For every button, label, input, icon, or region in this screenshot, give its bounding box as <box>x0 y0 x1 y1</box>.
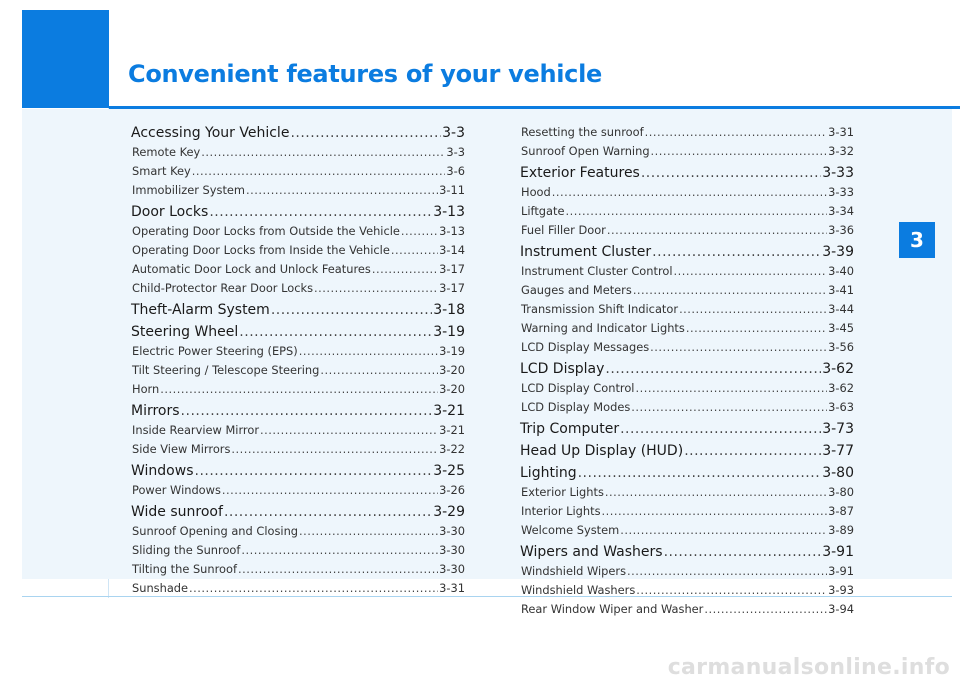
toc-entry-label: Fuel Filler Door <box>521 223 606 237</box>
toc-entry-page: 3-73 <box>822 421 854 437</box>
toc-entry-label: Gauges and Meters <box>521 283 632 297</box>
chapter-tab[interactable]: 3 <box>899 222 935 258</box>
toc-entry-page: 3-13 <box>439 224 465 238</box>
toc-entry-page: 3-62 <box>828 381 854 395</box>
toc-entry-page: 3-21 <box>433 403 465 419</box>
toc-item-entry[interactable] <box>131 560 465 579</box>
corner-color-block <box>22 10 109 108</box>
toc-dot-leader <box>192 162 446 181</box>
toc-entry-label: LCD Display <box>520 361 605 377</box>
toc-dot-leader <box>241 541 438 560</box>
toc-dot-leader <box>271 300 432 320</box>
toc-entry-page: 3-80 <box>828 485 854 499</box>
toc-entry-page: 3-30 <box>439 543 465 557</box>
toc-entry-label: Wide sunroof <box>131 504 223 520</box>
toc-section-entry[interactable] <box>520 463 854 483</box>
toc-entry-label: Exterior Features <box>520 165 640 181</box>
toc-dot-leader <box>652 242 821 262</box>
toc-item-entry[interactable] <box>131 440 465 459</box>
toc-item-entry[interactable] <box>520 281 854 300</box>
toc-entry-page: 3-45 <box>828 321 854 335</box>
toc-section-entry[interactable] <box>131 401 465 421</box>
toc-entry-label: Windshield Washers <box>521 583 636 597</box>
toc-item-entry[interactable] <box>520 521 854 540</box>
toc-entry-page: 3-17 <box>439 281 465 295</box>
toc-dot-leader <box>238 560 438 579</box>
toc-dot-leader <box>627 562 827 581</box>
toc-dot-leader <box>704 600 827 619</box>
toc-entry-page: 3-30 <box>439 562 465 576</box>
toc-entry-label: Resetting the sunroof <box>521 125 644 139</box>
toc-item-entry[interactable] <box>520 600 854 619</box>
toc-dot-leader <box>391 241 438 260</box>
toc-entry-label: Door Locks <box>131 204 209 220</box>
toc-dot-leader <box>401 222 438 241</box>
toc-entry-label: Instrument Cluster <box>520 244 652 260</box>
toc-dot-leader <box>635 379 827 398</box>
toc-section-entry[interactable] <box>131 322 465 342</box>
toc-item-entry[interactable] <box>520 123 854 142</box>
toc-column-left <box>131 123 465 598</box>
toc-entry-page: 3-77 <box>822 443 854 459</box>
toc-entry-label: Instrument Cluster Control <box>521 264 673 278</box>
toc-dot-leader <box>605 483 827 502</box>
toc-entry-label: Head Up Display (HUD) <box>520 443 684 459</box>
toc-dot-leader <box>633 281 827 300</box>
toc-column-right <box>520 123 854 619</box>
toc-dot-leader <box>645 123 828 142</box>
toc-item-entry[interactable] <box>131 162 465 181</box>
toc-item-entry[interactable] <box>131 241 465 260</box>
toc-entry-label: Theft-Alarm System <box>131 302 270 318</box>
toc-entry-label: Sunroof Open Warning <box>521 144 650 158</box>
toc-dot-leader <box>636 581 827 600</box>
toc-item-entry[interactable] <box>131 181 465 200</box>
toc-entry-page: 3-25 <box>433 463 465 479</box>
toc-dot-leader <box>607 221 827 240</box>
toc-entry-label: Windshield Wipers <box>521 564 627 578</box>
toc-dot-leader <box>224 502 432 522</box>
toc-entry-page: 3-14 <box>439 243 465 257</box>
toc-entry-page: 3-30 <box>439 524 465 538</box>
toc-item-entry[interactable] <box>131 541 465 560</box>
toc-entry-label: LCD Display Control <box>521 381 635 395</box>
toc-item-entry[interactable] <box>131 579 465 598</box>
toc-entry-label: Immobilizer System <box>132 183 246 197</box>
toc-entry-label: Inside Rearview Mirror <box>132 423 260 437</box>
toc-entry-label: Wipers and Washers <box>520 544 663 560</box>
toc-entry-label: LCD Display Modes <box>521 400 631 414</box>
toc-item-entry[interactable] <box>520 581 854 600</box>
toc-section-entry[interactable] <box>131 202 465 222</box>
toc-entry-label: Sliding the Sunroof <box>132 543 241 557</box>
toc-item-entry[interactable] <box>131 522 465 541</box>
page-title: Convenient features of your vehicle <box>128 60 603 88</box>
toc-dot-leader <box>686 319 827 338</box>
toc-section-entry[interactable] <box>520 163 854 183</box>
toc-dot-leader <box>620 521 827 540</box>
toc-entry-page: 3-33 <box>822 165 854 181</box>
toc-entry-page: 3-94 <box>828 602 854 616</box>
toc-dot-leader <box>650 338 827 357</box>
toc-entry-label: Steering Wheel <box>131 324 239 340</box>
toc-dot-leader <box>679 300 827 319</box>
toc-item-entry[interactable] <box>520 319 854 338</box>
toc-dot-leader <box>160 380 438 399</box>
toc-entry-label: Rear Window Wiper and Washer <box>521 602 704 616</box>
toc-entry-page: 3-13 <box>433 204 465 220</box>
toc-entry-page: 3-20 <box>439 363 465 377</box>
toc-entry-page: 3-29 <box>433 504 465 520</box>
toc-entry-page: 3-41 <box>828 283 854 297</box>
toc-entry-page: 3-11 <box>439 183 465 197</box>
toc-item-entry[interactable] <box>131 260 465 279</box>
toc-entry-page: 3-21 <box>439 423 465 437</box>
toc-dot-leader <box>664 542 822 562</box>
toc-section-entry[interactable] <box>520 419 854 439</box>
toc-dot-leader <box>605 359 821 379</box>
toc-dot-leader <box>372 260 438 279</box>
toc-dot-leader <box>189 579 438 598</box>
toc-dot-leader <box>299 522 438 541</box>
toc-dot-leader <box>602 502 828 521</box>
toc-entry-page: 3-39 <box>822 244 854 260</box>
toc-dot-leader <box>552 183 827 202</box>
toc-entry-label: Interior Lights <box>521 504 601 518</box>
toc-entry-label: Side View Mirrors <box>132 442 231 456</box>
toc-entry-page: 3-56 <box>828 340 854 354</box>
toc-entry-label: Lighting <box>520 465 577 481</box>
toc-dot-leader <box>565 202 827 221</box>
toc-item-entry[interactable] <box>520 221 854 240</box>
watermark: carmanualsonline.info <box>667 655 950 680</box>
toc-entry-page: 3-20 <box>439 382 465 396</box>
toc-entry-label: Welcome System <box>521 523 620 537</box>
toc-entry-label: Horn <box>132 382 160 396</box>
toc-entry-page: 3-80 <box>822 465 854 481</box>
toc-dot-leader <box>684 441 821 461</box>
toc-entry-label: Windows <box>131 463 194 479</box>
toc-dot-leader <box>290 123 441 143</box>
toc-item-entry[interactable] <box>131 380 465 399</box>
toc-dot-leader <box>195 461 433 481</box>
toc-entry-label: Sunshade <box>132 581 189 595</box>
toc-entry-label: Liftgate <box>521 204 565 218</box>
toc-entry-label: Warning and Indicator Lights <box>521 321 685 335</box>
toc-entry-label: Power Windows <box>132 483 221 497</box>
toc-section-entry[interactable] <box>131 300 465 320</box>
toc-entry-page: 3-87 <box>828 504 854 518</box>
toc-item-entry[interactable] <box>131 279 465 298</box>
toc-entry-page: 3-89 <box>828 523 854 537</box>
toc-item-entry[interactable] <box>520 379 854 398</box>
toc-item-entry[interactable] <box>520 502 854 521</box>
toc-entry-label: Sunroof Opening and Closing <box>132 524 299 538</box>
toc-entry-page: 3-62 <box>822 361 854 377</box>
toc-entry-page: 3-32 <box>828 144 854 158</box>
toc-entry-page: 3-31 <box>828 125 854 139</box>
toc-entry-label: Child-Protector Rear Door Locks <box>132 281 314 295</box>
toc-dot-leader <box>674 262 828 281</box>
toc-entry-page: 3-22 <box>439 442 465 456</box>
toc-entry-page: 3-93 <box>828 583 854 597</box>
toc-dot-leader <box>631 398 827 417</box>
toc-dot-leader <box>222 481 438 500</box>
toc-entry-label: LCD Display Messages <box>521 340 650 354</box>
toc-dot-leader <box>641 163 821 183</box>
toc-item-entry[interactable] <box>520 398 854 417</box>
toc-entry-label: Tilt Steering / Telescope Steering <box>132 363 320 377</box>
toc-entry-label: Trip Computer <box>520 421 620 437</box>
toc-item-entry[interactable] <box>131 481 465 500</box>
toc-entry-page: 3-3 <box>446 145 465 159</box>
toc-dot-leader <box>299 342 438 361</box>
toc-entry-page: 3-6 <box>446 164 465 178</box>
toc-section-entry[interactable] <box>520 242 854 262</box>
toc-entry-label: Accessing Your Vehicle <box>131 125 290 141</box>
toc-entry-page: 3-26 <box>439 483 465 497</box>
toc-item-entry[interactable] <box>131 222 465 241</box>
toc-item-entry[interactable] <box>131 361 465 380</box>
toc-item-entry[interactable] <box>520 202 854 221</box>
toc-dot-leader <box>260 421 438 440</box>
toc-dot-leader <box>320 361 438 380</box>
toc-item-entry[interactable] <box>131 342 465 361</box>
toc-dot-leader <box>578 463 822 483</box>
toc-dot-leader <box>209 202 432 222</box>
toc-item-entry[interactable] <box>520 300 854 319</box>
toc-entry-page: 3-31 <box>439 581 465 595</box>
toc-section-entry[interactable] <box>520 441 854 461</box>
toc-item-entry[interactable] <box>520 483 854 502</box>
toc-entry-page: 3-44 <box>828 302 854 316</box>
toc-dot-leader <box>181 401 433 421</box>
toc-entry-page: 3-19 <box>439 344 465 358</box>
toc-entry-label: Transmission Shift Indicator <box>521 302 679 316</box>
toc-entry-page: 3-63 <box>828 400 854 414</box>
toc-item-entry[interactable] <box>520 262 854 281</box>
toc-entry-label: Operating Door Locks from Outside the Vehicle <box>132 224 400 238</box>
toc-entry-label: Remote Key <box>132 145 201 159</box>
toc-entry-page: 3-3 <box>442 125 465 141</box>
toc-dot-leader <box>620 419 821 439</box>
toc-section-entry[interactable] <box>520 359 854 379</box>
toc-entry-page: 3-91 <box>828 564 854 578</box>
toc-dot-leader <box>314 279 438 298</box>
toc-entry-page: 3-33 <box>828 185 854 199</box>
toc-item-entry[interactable] <box>131 421 465 440</box>
toc-entry-label: Smart Key <box>132 164 191 178</box>
toc-item-entry[interactable] <box>520 183 854 202</box>
toc-entry-page: 3-34 <box>828 204 854 218</box>
toc-section-entry[interactable] <box>131 502 465 522</box>
toc-item-entry[interactable] <box>520 142 854 161</box>
toc-entry-page: 3-40 <box>828 264 854 278</box>
toc-item-entry[interactable] <box>131 143 465 162</box>
toc-entry-page: 3-19 <box>433 324 465 340</box>
toc-section-entry[interactable] <box>131 123 465 143</box>
toc-item-entry[interactable] <box>520 562 854 581</box>
toc-dot-leader <box>246 181 438 200</box>
toc-section-entry[interactable] <box>520 542 854 562</box>
toc-entry-page: 3-17 <box>439 262 465 276</box>
toc-entry-label: Automatic Door Lock and Unlock Features <box>132 262 371 276</box>
toc-dot-leader <box>239 322 432 342</box>
toc-entry-label: Electric Power Steering (EPS) <box>132 344 298 358</box>
toc-section-entry[interactable] <box>131 461 465 481</box>
toc-entry-label: Hood <box>521 185 551 199</box>
toc-dot-leader <box>651 142 828 161</box>
toc-entry-page: 3-36 <box>828 223 854 237</box>
toc-entry-page: 3-91 <box>822 544 854 560</box>
toc-entry-label: Operating Door Locks from Inside the Vehicle <box>132 243 390 257</box>
toc-dot-leader <box>231 440 438 459</box>
toc-entry-label: Tilting the Sunroof <box>132 562 238 576</box>
toc-dot-leader <box>201 143 445 162</box>
toc-entry-label: Mirrors <box>131 403 180 419</box>
toc-entry-label: Exterior Lights <box>521 485 604 499</box>
toc-entry-page: 3-18 <box>433 302 465 318</box>
toc-item-entry[interactable] <box>520 338 854 357</box>
